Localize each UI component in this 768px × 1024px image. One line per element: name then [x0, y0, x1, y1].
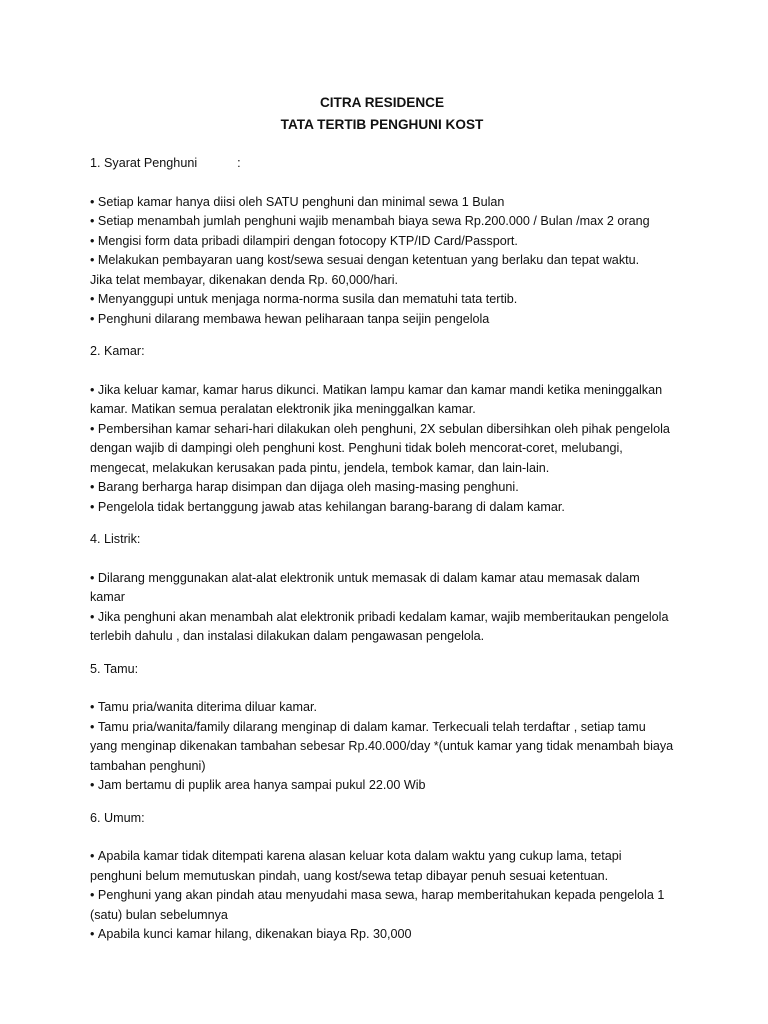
- list-item-continuation: Jika telat membayar, dikenakan denda Rp. 60,000/hari.: [90, 272, 399, 287]
- list-item-line: kamar: [90, 590, 125, 604]
- list-item-line: • Apabila kunci kamar hilang, dikenakan biaya Rp. 30,000: [90, 925, 690, 945]
- section-heading-tamu: 5. Tamu:: [90, 661, 139, 676]
- section-heading-kamar: 2. Kamar:: [90, 344, 145, 358]
- section-syarat-penghuni: [90, 193, 690, 330]
- document-title: CITRA RESIDENCE: [319, 95, 445, 110]
- list-item-line: • Barang berharga harap disimpan dan dijaga oleh masing-masing penghuni.: [90, 478, 690, 498]
- list-item-line: yang menginap dikenakan tambahan sebesar Rp.40.000/day *(untuk kamar yang tidak menambah biaya: [90, 739, 674, 753]
- list-item-line: kamar. Matikan semua peralatan elektronik jika meninggalkan kamar.: [90, 402, 476, 416]
- list-item-line: • Apabila kamar tidak ditempati karena alasan keluar kota dalam waktu yang cukup lama, tetapi: [90, 847, 690, 867]
- section-heading-syarat-penghuni: [90, 154, 690, 174]
- list-item-line: • Jika penghuni akan menambah alat elektronik pribadi kedalam kamar, wajib memberitaukan pengelola: [90, 608, 690, 628]
- document-body: [90, 92, 690, 958]
- section-tamu: [90, 698, 690, 796]
- section-umum: [90, 847, 690, 945]
- list-item-line: dengan wajib di dampingi oleh penghuni kost. Penghuni tidak boleh mencorat-coret, melubangi,: [90, 441, 623, 455]
- list-item-line: terlebih dahulu , dan instalasi dilakukan dalam pengawasan pengelola.: [90, 629, 485, 643]
- list-item: • Mengisi form data pribadi dilampiri dengan fotocopy KTP/ID Card/Passport.: [90, 232, 690, 252]
- list-item-line: • Pembersihan kamar sehari-hari dilakukan oleh penghuni, 2X sebulan dibersihkan oleh pihak pengelola: [90, 420, 690, 440]
- list-item-line: (satu) bulan sebelumnya: [90, 907, 228, 922]
- section-heading-colon: :: [237, 156, 241, 170]
- list-item-line: • Tamu pria/wanita/family dilarang menginap di dalam kamar. Terkecuali telah terdaftar , setiap tamu: [90, 718, 690, 738]
- list-item: • Penghuni dilarang membawa hewan peliharaan tanpa seijin pengelola: [90, 310, 690, 330]
- section-heading-listrik: 4. Listrik:: [90, 532, 141, 546]
- list-item-line: • Jam bertamu di puplik area hanya sampai pukul 22.00 Wib: [90, 776, 690, 796]
- list-item-line: • Dilarang menggunakan alat-alat elektronik untuk memasak di dalam kamar atau memasak dalam: [90, 569, 690, 589]
- list-item: • Menyanggupi untuk menjaga norma-norma susila dan mematuhi tata tertib.: [90, 290, 690, 310]
- section-heading-umum: 6. Umum:: [90, 810, 145, 825]
- list-item-line: • Pengelola tidak bertanggung jawab atas kehilangan barang-barang di dalam kamar.: [90, 498, 690, 518]
- section-kamar: [90, 381, 690, 518]
- list-item: • Setiap kamar hanya diisi oleh SATU penghuni dan minimal sewa 1 Bulan: [90, 193, 690, 213]
- list-item-line: • Penghuni yang akan pindah atau menyudahi masa sewa, harap memberitahukan kepada pengelola 1: [90, 886, 690, 906]
- list-item-line: • Jika keluar kamar, kamar harus dikunci. Matikan lampu kamar dan kamar mandi ketika meninggalkan: [90, 381, 690, 401]
- section-listrik: [90, 569, 690, 647]
- document-subtitle: TATA TERTIB PENGHUNI KOST: [280, 117, 484, 132]
- list-item-line: tambahan penghuni): [90, 758, 206, 773]
- list-item: • Setiap menambah jumlah penghuni wajib menambah biaya sewa Rp.200.000 / Bulan /max 2 orang: [90, 212, 690, 232]
- section-heading-label: 1. Syarat Penghuni: [90, 156, 198, 170]
- list-item-line: • Tamu pria/wanita diterima diluar kamar.: [90, 698, 690, 718]
- list-item: • Melakukan pembayaran uang kost/sewa sesuai dengan ketentuan yang berlaku dan tepat waktu.: [90, 251, 690, 271]
- list-item-line: penghuni belum memutuskan pindah, uang kost/sewa tetap dibayar penuh sesuai ketentuan.: [90, 868, 609, 883]
- list-item-line: mengecat, melakukan kerusakan pada pintu, jendela, tembok kamar, dan lain-lain.: [90, 460, 550, 475]
